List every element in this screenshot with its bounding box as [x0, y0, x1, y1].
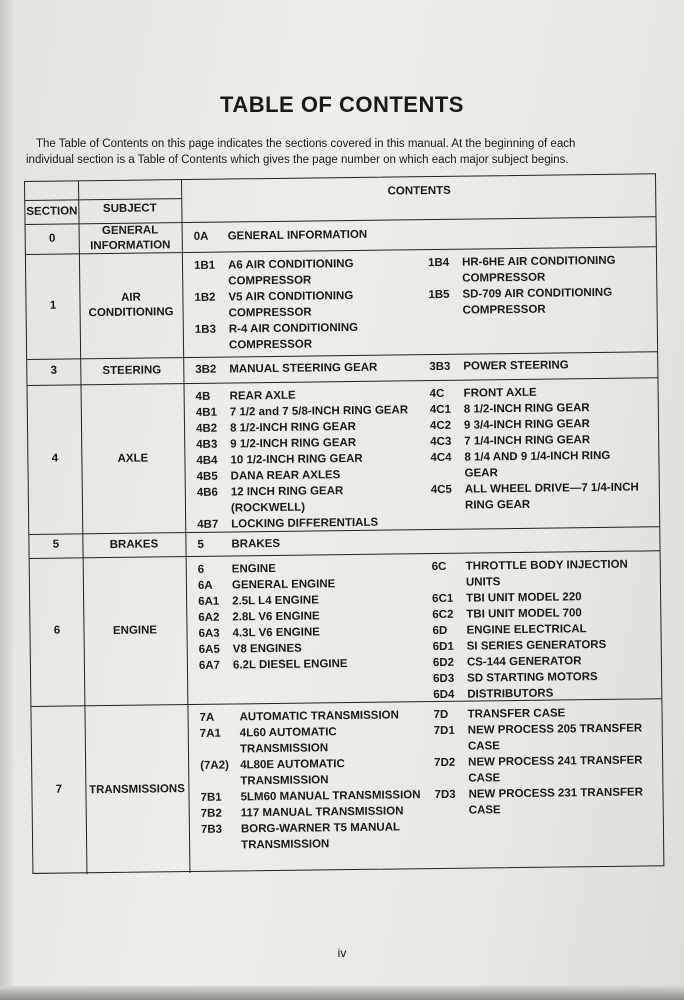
- page-title: TABLE OF CONTENTS: [220, 92, 464, 117]
- contents-entry: [197, 534, 433, 553]
- entry-code: 6D4: [433, 688, 455, 702]
- section-number: 4: [51, 452, 59, 465]
- section-number: 5: [52, 538, 60, 551]
- entry-label: 2.8L V6 ENGINE: [232, 610, 320, 624]
- entry-code: 6: [197, 563, 205, 576]
- entry-label: 6.2L DIESEL ENGINE: [232, 658, 348, 672]
- contents-entry: [428, 284, 658, 319]
- entry-label: R-4 AIR CONDITIONING COMPRESSOR: [228, 321, 359, 352]
- table-header: [25, 174, 655, 225]
- section-subject: BRAKES: [109, 538, 159, 551]
- right-entries: [432, 556, 664, 703]
- entry-label: FRONT AXLE: [463, 386, 537, 400]
- entry-code: 6D3: [433, 672, 455, 686]
- entry-code: 4B6: [196, 486, 219, 499]
- entry-label: HR-6HE AIR CONDITIONING COMPRESSOR: [461, 254, 616, 285]
- entry-code: 4B4: [196, 454, 218, 467]
- section-number: 1: [49, 299, 57, 312]
- entry-label: AUTOMATIC TRANSMISSION: [239, 709, 399, 724]
- entry-code: 6C1: [432, 592, 454, 606]
- contents-entry: [434, 720, 664, 755]
- entry-code: 5: [197, 538, 204, 551]
- contents-entry: [200, 755, 436, 790]
- section-subject: STEERING: [102, 364, 162, 378]
- entry-label: TBI UNIT MODEL 700: [466, 607, 582, 621]
- contents-table: [24, 173, 664, 874]
- entry-code: 6D: [432, 624, 448, 638]
- entry-code: 4B1: [195, 406, 218, 419]
- entry-code: 7B3: [200, 823, 223, 836]
- entry-code: 7A1: [199, 727, 221, 740]
- entry-code: 4C4: [430, 451, 452, 465]
- intro-paragraph: [26, 136, 662, 168]
- section-subject: GENERAL INFORMATION: [90, 223, 171, 252]
- entry-code: 6A1: [198, 595, 220, 608]
- section-number: 6: [53, 624, 61, 637]
- entry-code: 4C: [429, 387, 445, 401]
- entry-code: 1B5: [428, 288, 450, 302]
- entry-label: 2.5L L4 ENGINE: [232, 594, 319, 608]
- entry-label: A6 AIR CONDITIONING COMPRESSOR: [227, 257, 354, 288]
- entry-code: 6C2: [432, 608, 454, 622]
- contents-entry: [434, 752, 664, 787]
- entry-code: 4B5: [196, 470, 218, 483]
- contents-entry: [201, 819, 437, 854]
- page-edge-shadow: [0, 0, 14, 1000]
- contents-entry: [432, 556, 662, 591]
- entry-label: THROTTLE BODY INJECTION UNITS: [465, 558, 628, 589]
- header-divider: [25, 198, 181, 201]
- header-contents: CONTENTS: [387, 184, 451, 198]
- table-row: [30, 550, 664, 706]
- contents-entry: [430, 447, 660, 482]
- entry-code: 7B1: [200, 791, 222, 804]
- entry-label: CS-144 GENERATOR: [466, 655, 582, 669]
- entry-code: 4C2: [429, 419, 452, 433]
- entry-label: 8 1/2-INCH RING GEAR: [229, 420, 356, 435]
- entry-label: POWER STEERING: [463, 359, 569, 373]
- left-entries: [194, 226, 430, 245]
- section-subject: AIR CONDITIONING: [88, 291, 174, 319]
- entry-label: 9 3/4-INCH RING GEAR: [463, 418, 590, 432]
- entry-label: NEW PROCESS 205 TRANSFER CASE: [467, 722, 643, 753]
- entry-code: 3B3: [429, 360, 451, 374]
- entry-code: 7D: [433, 708, 449, 722]
- entry-code: 0A: [193, 230, 209, 243]
- entry-label: TRANSFER CASE: [467, 707, 566, 721]
- entry-code: 4B7: [197, 518, 219, 531]
- contents-entry: [429, 356, 659, 375]
- entry-label: SD STARTING MOTORS: [467, 671, 598, 685]
- right-entries: [430, 383, 662, 514]
- entry-label: GENERAL INFORMATION: [227, 228, 368, 243]
- entry-label: NEW PROCESS 231 TRANSFER CASE: [468, 786, 644, 817]
- entry-label: SI SERIES GENERATORS: [466, 638, 607, 653]
- entry-label: 5LM60 MANUAL TRANSMISSION: [240, 789, 421, 804]
- left-entries: [195, 359, 431, 378]
- section-number: 7: [55, 783, 63, 796]
- contents-entry: [200, 723, 436, 758]
- entry-label: DANA REAR AXLES: [230, 469, 341, 483]
- entry-code: 7D3: [434, 788, 456, 802]
- left-entries: [194, 255, 431, 354]
- entry-code: 1B3: [194, 323, 217, 336]
- entry-label: 8 1/4 AND 9 1/4-INCH RING GEAR: [464, 449, 611, 480]
- contents-entry: [434, 784, 664, 819]
- entry-code: 4B2: [195, 422, 218, 435]
- entry-label: REAR AXLE: [229, 389, 296, 403]
- table-row: [26, 246, 659, 359]
- entry-code: (7A2): [200, 759, 229, 772]
- entry-code: 7D1: [433, 724, 455, 738]
- entry-code: 6D1: [432, 640, 454, 654]
- entry-label: NEW PROCESS 241 TRANSFER CASE: [468, 754, 643, 785]
- contents-entry: [194, 226, 430, 245]
- entry-code: 6A2: [198, 611, 220, 624]
- entry-label: LOCKING DIFFERENTIALS: [231, 516, 379, 531]
- entry-label: TBI UNIT MODEL 220: [466, 591, 582, 605]
- table-row: [27, 377, 661, 534]
- page-number: iv: [337, 946, 347, 960]
- entry-label: BRAKES: [231, 537, 281, 551]
- intro-line-1: The Table of Contents on this page indicates the sections covered in this manual. At the beginning of each: [36, 138, 576, 150]
- contents-entry: [195, 359, 431, 378]
- entry-code: 4C5: [430, 483, 452, 497]
- contents-entry: [199, 655, 435, 674]
- entry-code: 4C3: [430, 435, 452, 449]
- entry-code: 7D2: [434, 756, 456, 770]
- section-subject: AXLE: [117, 452, 149, 465]
- entry-label: 7 1/4-INCH RING GEAR: [464, 434, 591, 448]
- entry-code: 6C: [431, 560, 447, 574]
- entry-label: ENGINE ELECTRICAL: [466, 623, 587, 637]
- left-entries: [196, 386, 434, 533]
- entry-label: MANUAL STEERING GEAR: [229, 361, 378, 376]
- right-entries: [433, 704, 664, 819]
- entry-label: GENERAL ENGINE: [231, 578, 336, 592]
- header-subject: SUBJECT: [102, 202, 157, 216]
- entry-code: 7B2: [200, 807, 222, 820]
- entry-code: 6D2: [432, 656, 455, 670]
- contents-entry: [195, 319, 431, 354]
- entry-label: 117 MANUAL TRANSMISSION: [240, 805, 404, 820]
- entry-label: 9 1/2-INCH RING GEAR: [230, 436, 357, 451]
- entry-code: 7A: [199, 711, 215, 724]
- contents-entry: [428, 252, 658, 287]
- entry-label: SD-709 AIR CONDITIONING COMPRESSOR: [462, 286, 613, 317]
- section-subject: TRANSMISSIONS: [88, 782, 185, 796]
- entry-code: 1B1: [193, 259, 216, 272]
- entry-code: 6A7: [198, 659, 221, 672]
- contents-entry: [197, 482, 433, 517]
- entry-label: 8 1/2-INCH RING GEAR: [463, 402, 590, 416]
- entry-label: 12 INCH RING GEAR (ROCKWELL): [230, 485, 344, 515]
- entry-label: 4.3L V6 ENGINE: [232, 626, 320, 640]
- left-entries: [199, 707, 437, 854]
- entry-label: 7 1/2 and 7 5/8-INCH RING GEAR: [229, 404, 409, 419]
- entry-label: ENGINE: [231, 562, 276, 576]
- section-subject: ENGINE: [112, 624, 158, 637]
- contents-entry: [431, 479, 661, 514]
- page-bottom-shadow: [0, 986, 684, 1000]
- entry-code: 3B2: [195, 363, 217, 376]
- entry-label: BORG-WARNER T5 MANUAL TRANSMISSION: [240, 821, 401, 852]
- entry-label: 10 1/2-INCH RING GEAR: [230, 452, 363, 467]
- entry-label: 4L80E AUTOMATIC TRANSMISSION: [240, 758, 345, 788]
- section-number: 3: [50, 364, 58, 377]
- intro-line-2: individual section is a Table of Contents which gives the page number on which each major subject begins.: [26, 154, 569, 166]
- header-section: SECTION: [26, 205, 78, 218]
- table-row: [31, 698, 665, 875]
- entry-code: 4B: [195, 390, 211, 403]
- left-entries: [197, 534, 433, 553]
- section-number: 0: [48, 232, 56, 245]
- entry-code: 4B3: [196, 438, 218, 451]
- entry-code: 6A3: [198, 627, 220, 640]
- left-entries: [198, 559, 435, 674]
- entry-code: 1B2: [194, 291, 216, 304]
- entry-code: 4C1: [429, 403, 452, 417]
- entry-code: 6A5: [198, 643, 220, 656]
- entry-code: 1B4: [427, 256, 450, 270]
- entry-label: V5 AIR CONDITIONING COMPRESSOR: [228, 289, 354, 320]
- contents-entry: [194, 287, 430, 322]
- entry-label: DISTRIBUTORS: [467, 687, 554, 701]
- contents-entry: [194, 255, 430, 290]
- entry-label: ALL WHEEL DRIVE—7 1/4-INCH RING GEAR: [464, 481, 639, 512]
- right-entries: [429, 356, 659, 375]
- entry-label: V8 ENGINES: [232, 642, 302, 656]
- right-entries: [428, 252, 659, 319]
- entry-code: 6A: [197, 579, 213, 592]
- entry-label: 4L60 AUTOMATIC TRANSMISSION: [239, 726, 337, 756]
